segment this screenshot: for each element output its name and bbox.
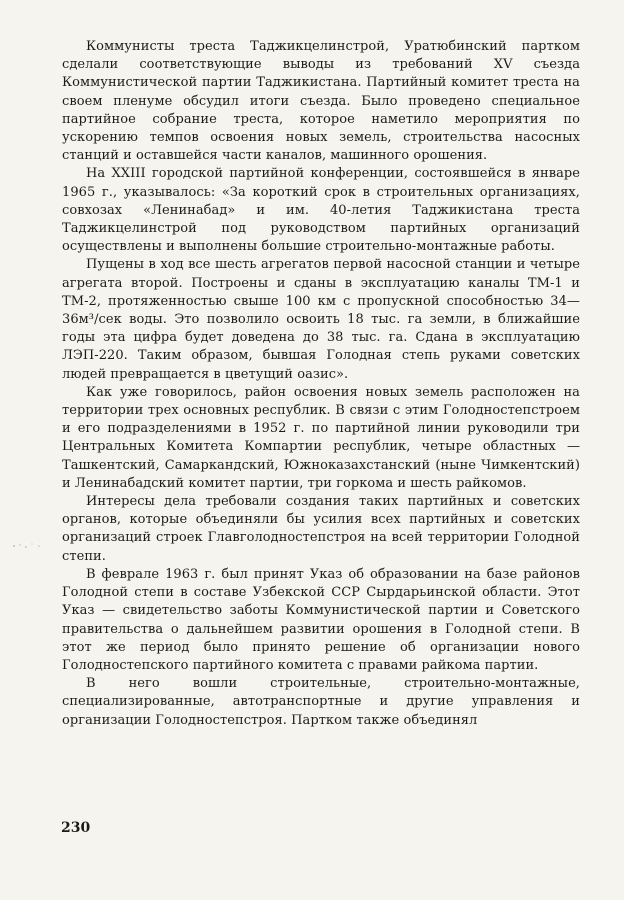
paragraph-5: Интересы дела требовали создания таких партийных и советских органов, которые объединяли бы усилия всех партийных и советских организаций строек Главголодностепстроя на всей территории Голодной степи. — [62, 494, 580, 564]
paragraph-6: В феврале 1963 г. был принят Указ об образовании на базе районов Голодной степи в составе Узбекской ССР Сырдарьинской области. Этот Указ — свидетельство заботы Коммунистической партии и Советского правительства о дальнейшем развитии орошения в Голодной степи. В этот же период было принято решение об организации нового Голодностепского партийного комитета с правами райкома партии. — [62, 566, 580, 673]
page-number: 230 — [61, 820, 91, 836]
scan-specks — [10, 538, 50, 550]
paragraph-7: В него вошли строительные, строительно-монтажные, специализированные, автотранспортные и другие управления и организации Голодностепстроя. Партком также объединял — [62, 676, 580, 728]
paragraph-1: Коммунисты треста Таджикцелинстрой, Уратюбинский партком сделали соответствующие выводы из требований XV съезда Коммунистической партии Таджикистана. Партийный комитет треста на своем пленуме обсудил итоги съезда. Было проведено специальное партийное собрание треста, которое наметило мероприятия по ускорению темпов освоения новых земель, строительства насосных станций и оставшейся части каналов, машинного орошения. — [62, 39, 580, 164]
paragraph-2: На XXIII городской партийной конференции, состоявшейся в январе 1965 г., указывалось: «За короткий срок в строительных организациях, совхозах «Ленинабад» и им. 40-летия Таджикистана треста Таджикцелинстрой под руководством партийных организаций осуществлены и выполнены большие строительно-монтажные работы. — [62, 166, 580, 255]
body-text — [62, 38, 580, 730]
paragraph-4: Как уже говорилось, район освоения новых земель расположен на территории трех основных республик. В связи с этим Голодностепстроем и его подразделениями в 1952 г. по партийной линии руководили три Центральных Комитета Компартии республик, четыре областных — Ташкентский, Самаркандский, Южноказахстанский (ныне Чимкентский) и Ленинабадский комитет партии, три горкома и шесть райкомов. — [62, 384, 580, 491]
paragraph-3: Пущены в ход все шесть агрегатов первой насосной станции и четыре агрегата второй. Построены и сданы в эксплуатацию каналы ТМ-1 и ТМ-2, протяженностью свыше 100 км с пропускной способностью 34—36м³/сек воды. Это позволило освоить 18 тыс. га земли, в ближайшие годы эта цифра будет доведена до 38 тыс. га. Сдана в эксплуатацию ЛЭП-220. Таким образом, бывшая Голодная степь руками советских людей превращается в цветущий оазис». — [62, 257, 580, 382]
